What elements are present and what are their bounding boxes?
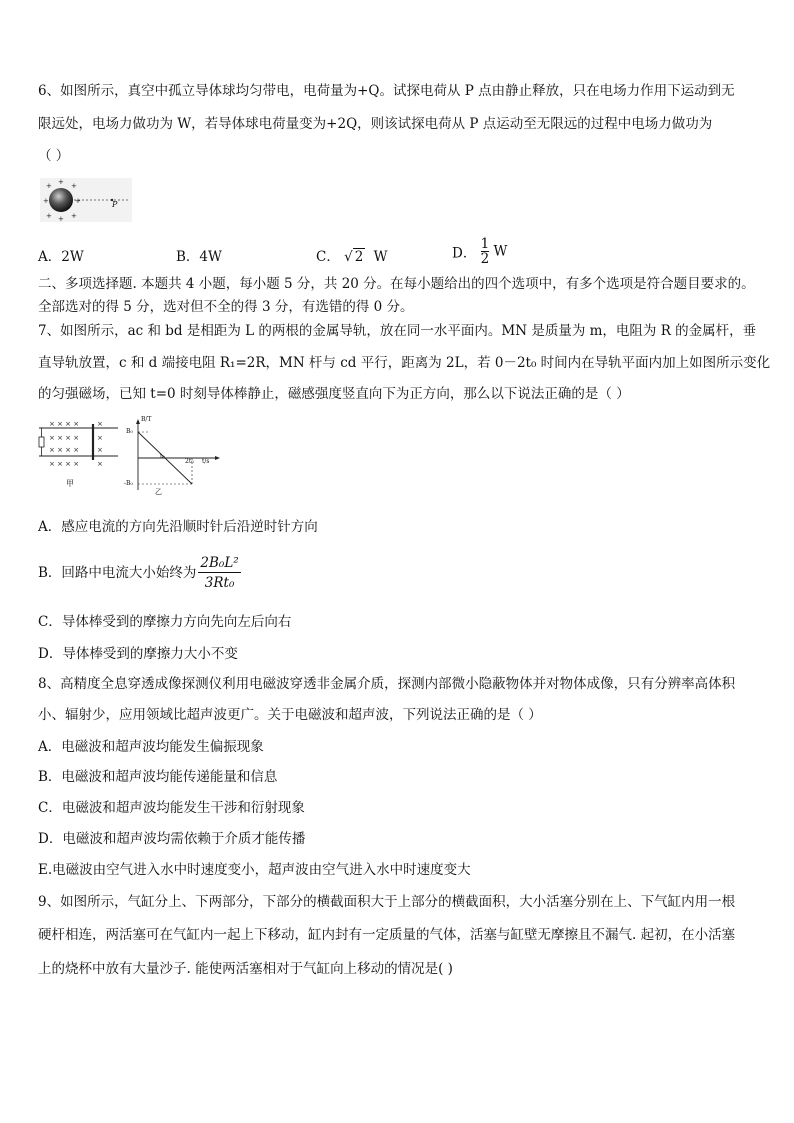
b-t-graph — [124, 418, 220, 494]
q8-option-a: A．电磁波和超声波均能发生偏振现象 — [38, 739, 264, 755]
svg-text:+: + — [71, 182, 77, 190]
q6-option-c-prefix: C． — [316, 249, 340, 265]
graph-x-mid-label: t₀ — [160, 453, 165, 460]
q9-line1: 9、如图所示，气缸分上、下两部分，下部分的横截面积大于上部分的横截面积，大小活塞分别在上、下气缸内用一根 — [38, 894, 736, 910]
q7-line3: 的匀强磁场，已知 t=0 时刻导体棒静止，磁感强度竖直向下为正方向，那么以下说法正确的是（ ） — [38, 386, 630, 402]
q6-line1: 6、如图所示，真空中孤立导体球均匀带电，电荷量为+Q。试探电荷从 P 点由静止释放，只在电场力作用下运动到无 — [38, 83, 735, 99]
charged-sphere-figure — [40, 178, 132, 222]
q7-option-b-prefix: B．回路中电流大小始终为 — [38, 565, 197, 581]
q6-option-d-prefix: D． — [452, 245, 477, 262]
sqrt-radicand: 2 — [354, 249, 364, 265]
svg-text:+: + — [43, 197, 49, 205]
graph-x-end-label: 2t₀ — [185, 458, 194, 465]
q6-option-d-unit: W — [493, 243, 508, 260]
graph-x-axis-label: t/s — [202, 458, 210, 465]
svg-text:×: × — [97, 460, 103, 468]
fraction-numerator: 1 — [480, 236, 490, 252]
q6-option-b: B．4W — [176, 249, 222, 265]
q8-option-c: C．电磁波和超声波均能发生干涉和衍射现象 — [38, 800, 305, 816]
q8-line1: 8、高精度全息穿透成像探测仪利用电磁波穿透非金属介质，探测内部微小隐蔽物体并对物体成像，只有分辨率高体积 — [38, 676, 736, 692]
q6-line3: （ ） — [38, 148, 70, 164]
q6-line2: 限远处，电场力做功为 W，若导体球电荷量变为+2Q，则该试探电荷从 P 点运动至无限远的过程中电场力做功为 — [38, 116, 713, 132]
q9-line3: 上的烧杯中放有大量沙子. 能使两活塞相对于气缸向上移动的情况是( ) — [38, 961, 453, 977]
q7-option-c: C．导体棒受到的摩擦力方向先向左后向右 — [38, 614, 292, 630]
graph-y-axis-label: B/T — [141, 416, 152, 423]
q7-line1: 7、如图所示，ac 和 bd 是相距为 L 的两根的金属导轨，放在同一水平面内。MN 是质量为 m，电阻为 R 的金属杆，垂 — [38, 323, 757, 339]
q7-line2: 直导轨放置，c 和 d 端接电阻 R₁=2R，MN 杆与 cd 平行，距离为 2L，若 0－2t₀ 时间内在导轨平面内加上如图所示变化 — [38, 355, 771, 371]
svg-text:× × × ×: × × × × — [49, 446, 80, 454]
fraction-denominator: 2 — [480, 251, 490, 267]
q8-line2: 小、辐射少，应用领域比超声波更广。关于电磁波和超声波，下列说法正确的是（ ） — [38, 707, 542, 723]
fraction-numerator: 2B₀L² — [200, 555, 239, 571]
q9-line2: 硬杆相连，两活塞可在气缸内一起上下移动，缸内封有一定质量的气体，活塞与缸壁无摩擦且不漏气. 起初，在小活塞 — [38, 927, 736, 943]
q8-option-e: E.电磁波由空气进入水中时速度变小，超声波由空气进入水中时速度变大 — [38, 862, 471, 878]
svg-text:+: + — [46, 182, 52, 190]
graph-y-top-label: B₀ — [126, 428, 133, 435]
svg-text:×: × — [97, 446, 103, 454]
svg-text:× × × ×: × × × × — [49, 434, 80, 442]
point-p-label: P — [112, 200, 118, 209]
svg-text:+: + — [71, 212, 77, 220]
q7-option-b-fraction — [198, 556, 240, 590]
rails-figure — [36, 420, 120, 492]
svg-text:×: × — [97, 420, 103, 428]
section2-line2: 全部选对的得 5 分，选对但不全的得 3 分，有选错的得 0 分。 — [38, 299, 414, 315]
svg-text:+: + — [75, 197, 81, 205]
svg-text:× × × ×: × × × × — [49, 420, 80, 428]
figure-a-caption: 甲 — [66, 479, 74, 488]
fraction-denominator: 3Rt₀ — [204, 575, 235, 591]
svg-text:+: + — [58, 215, 64, 222]
q6-option-c-unit: W — [373, 249, 388, 265]
q8-option-d: D．电磁波和超声波均需依赖于介质才能传播 — [38, 831, 306, 847]
q7-option-a: A．感应电流的方向先沿顺时针后沿逆时针方向 — [38, 519, 318, 535]
svg-text:× × × ×: × × × × — [49, 460, 80, 468]
svg-text:+: + — [46, 212, 52, 220]
q7-option-b — [38, 556, 241, 596]
q6-option-d-fraction — [481, 237, 490, 266]
svg-text:+: + — [58, 178, 64, 186]
q8-option-b: B．电磁波和超声波均能传递能量和信息 — [38, 769, 278, 785]
q6-option-d — [452, 237, 507, 266]
graph-y-bottom-label: -B₀ — [124, 480, 133, 487]
q6-option-a: A．2W — [38, 249, 84, 265]
section2-line1: 二、多项选择题. 本题共 4 小题，每小题 5 分，共 20 分。在每小题给出的四个选项中，有多个选项是符合题目要求的。 — [38, 276, 755, 292]
svg-text:×: × — [97, 434, 103, 442]
figure-b-caption: 乙 — [155, 488, 162, 496]
sqrt-sign: √ — [344, 249, 353, 265]
q6-option-c — [316, 245, 388, 265]
q7-option-d: D．导体棒受到的摩擦力大小不变 — [38, 646, 238, 662]
